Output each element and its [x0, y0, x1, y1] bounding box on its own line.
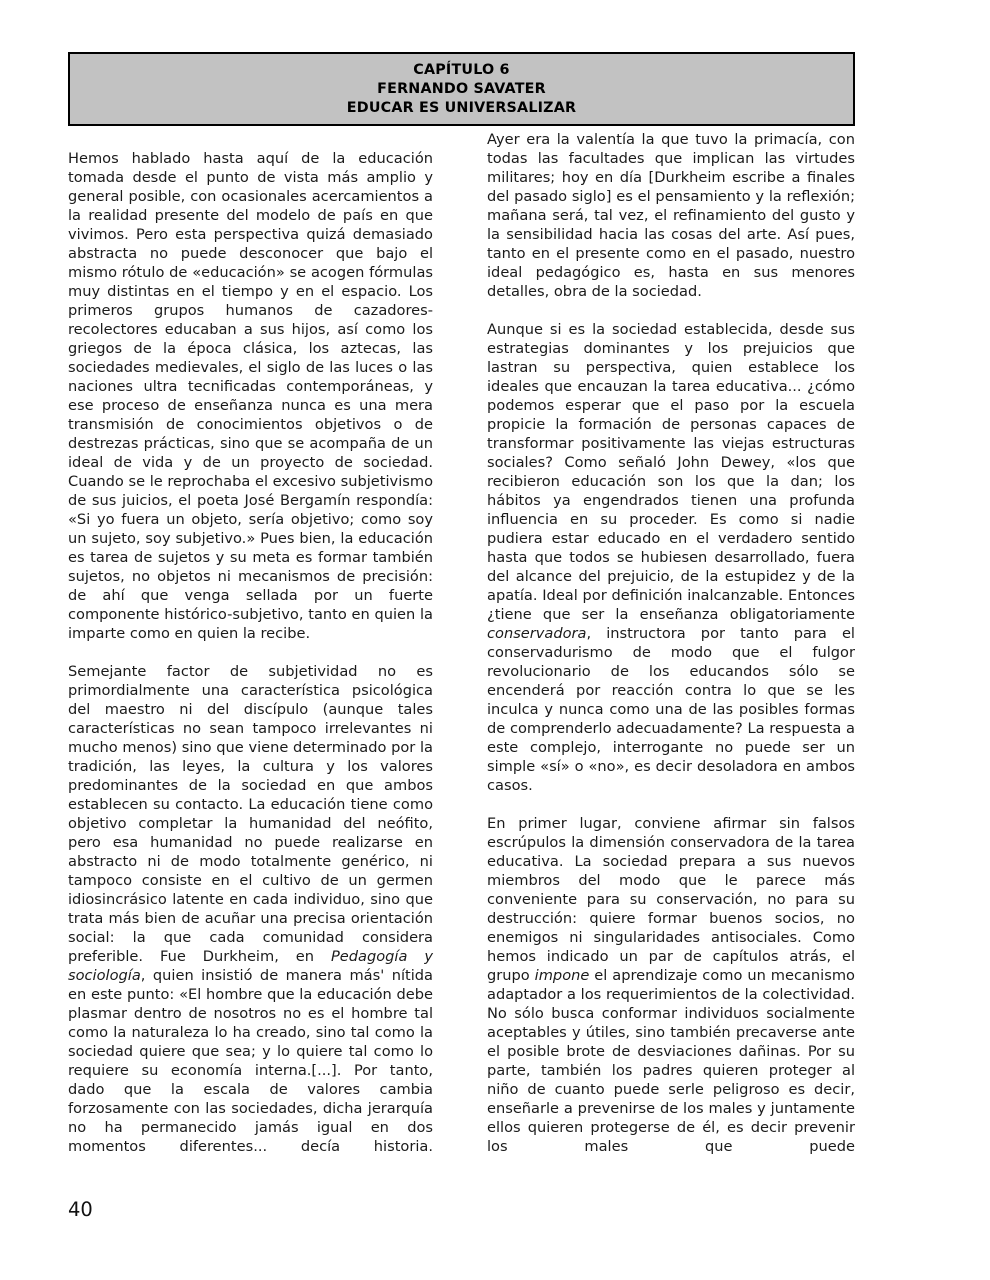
paragraph: En primer lugar, conviene afirmar sin falsos escrúpulos la dimensión conservadora de la tarea educativa. La sociedad prepara a sus nuevos miembros del modo que le parece más conveniente para su conservación, no para su destrucción: quiere formar buenos socios, no enemigos ni singularidades antisociales. Como hemos indicado un par de capítulos atrás, el grupo impone el aprendizaje como un mecanismo adaptador a los requerimientos de la colectividad. No sólo busca conformar individuos socialmente aceptables y útiles, sino también precaverse ante el posible brote de desviaciones dañinas. Por su parte, también los padres quieren proteger al niño de cuanto puede serle peligroso es decir, enseñarle a prevenirse de los males y juntamente ellos quieren protegerse de él, es decir prevenir los males que puede: [487, 815, 855, 1155]
page-content: [68, 52, 855, 1175]
paragraph: Aunque si es la sociedad establecida, desde sus estrategias dominantes y los prejuicios que lastran su perspectiva, quien establece los ideales que encauzan la tarea educativa... ¿cómo podemos esperar que el paso por la escuela propicie la formación de personas capaces de transformar positivamente las viejas estructuras sociales? Como señaló John Dewey, «los que recibieron educación son los que la dan; los hábitos ya engendrados tienen una profunda influencia en su proceder. Es como si nadie pudiera estar educado en el verdadero sentido hasta que todos se hubiesen desarrollado, fuera del alcance del prejuicio, de la estupidez y de la apatía. Ideal por definición inalcanzable. Entonces ¿tiene que ser la enseñanza obligatoriamente conservadora, instructora por tanto para el conservadurismo de modo que el fulgor revolucionario de los educandos sólo se encenderá por reacción contra lo que se les inculca y nunca como una de las posibles formas de comprenderlo adecuadamente? La respuesta a este complejo, interrogante no puede ser un simple «sí» o «no», es decir desoladora en ambos casos.: [487, 321, 855, 794]
page-number: 40: [68, 1198, 93, 1221]
paragraph: Semejante factor de subjetividad no es primordialmente una característica psicológica del maestro ni del discípulo (aunque tales características no sean tampoco irrelevantes ni mucho menos) sino que viene determinado por la tradición, las leyes, la cultura y los valores predominantes de la sociedad en que ambos establecen su contacto. La educación tiene como objetivo completar la humanidad del neófito, pero esa humanidad no puede realizarse en abstracto ni de modo totalmente genérico, ni tampoco consiste en el cultivo de un germen idiosincrásico latente en cada individuo, sino que trata más bien de acuñar una precisa orientación social: la que cada comunidad considera preferible. Fue Durkheim, en Pedagogía y sociología, quien insistió de manera más' nítida en este punto: «El hombre que la educación debe plasmar dentro de nosotros no es el hombre tal como la naturaleza lo ha creado, sino tal como la sociedad quiere que sea; y lo quiere tal como lo requiere su economía interna.[...]. Por tanto, dado que la escala de valores cambia forzosamente con las sociedades, dicha jerarquía no ha permanecido jamás igual en dos momentos diferentes... decía historia.: [68, 663, 433, 1155]
paragraph: Hemos hablado hasta aquí de la educación tomada desde el punto de vista más amplio y general posible, con ocasionales acercamientos a la realidad presente del modelo de país en que vivimos. Pero esta perspectiva quizá demasiado abstracta no puede desconocer que bajo el mismo rótulo de «educación» se acogen fórmulas muy distintas en el tiempo y en el espacio. Los primeros grupos humanos de cazadores-recolectores educaban a sus hijos, así como los griegos de la época clásica, los aztecas, las sociedades medievales, el siglo de las luces o las naciones ultra tecnificadas contemporáneas, y ese proceso de enseñanza nunca es una mera transmisión de conocimientos objetivos o de destrezas prácticas, sino que se acompaña de un ideal de vida y de un proyecto de sociedad. Cuando se le reprochaba el excesivo subjetivismo de sus juicios, el poeta José Bergamín respondía: «Si yo fuera un objeto, sería objetivo; como soy un sujeto, soy subjetivo.» Pues bien, la educación es tarea de sujetos y su meta es formar también sujetos, no objetos ni mecanismos de precisión: de ahí que venga sellada por un fuerte componente histórico-subjetivo, tanto en quien la imparte como en quien la recibe.: [68, 150, 433, 642]
chapter-header-box: [68, 52, 855, 126]
right-column: [487, 130, 855, 1175]
two-column-text: [68, 130, 855, 1175]
left-column: [68, 130, 433, 1175]
chapter-title: EDUCAR ES UNIVERSALIZAR: [346, 100, 577, 116]
chapter-number: CAPÍTULO 6: [413, 62, 510, 78]
chapter-author: FERNANDO SAVATER: [377, 81, 546, 97]
paragraph: Ayer era la valentía la que tuvo la primacía, con todas las facultades que implican las virtudes militares; hoy en día [Durkheim escribe a finales del pasado siglo] es el pensamiento y la reflexión; mañana será, tal vez, el refinamiento del gusto y la sensibilidad hacia las cosas del arte. Así pues, tanto en el presente como en el pasado, nuestro ideal pedagógico es, hasta en sus menores detalles, obra de la sociedad.: [487, 131, 855, 300]
